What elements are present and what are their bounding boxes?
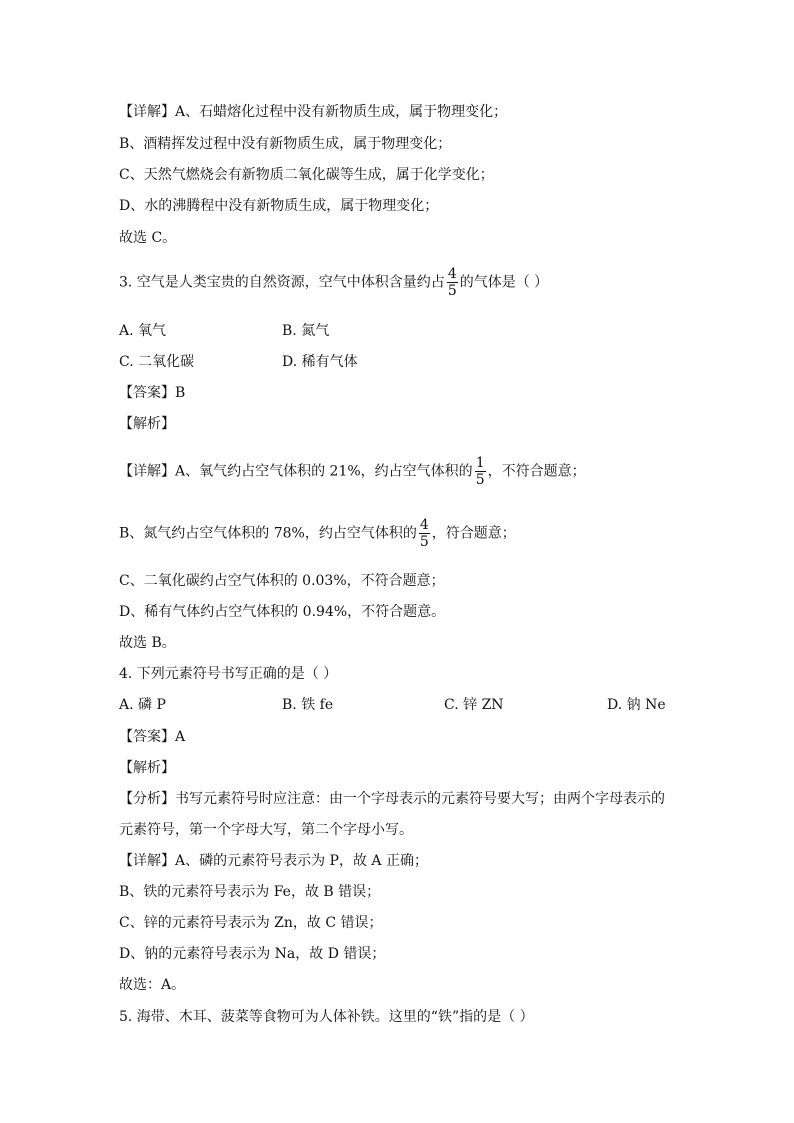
q4-option-c: C. 锌 ZN (444, 697, 504, 713)
q3-option-c: C. 二氧化碳 (119, 354, 195, 370)
q4-option-a: A. 磷 P (119, 697, 166, 713)
q3-stem-fraction (447, 266, 458, 299)
fraction-numerator: 4 (447, 266, 457, 282)
q4-stem: 4. 下列元素符号书写正确的是（ ） (119, 666, 338, 682)
q2-explain-d: D、水的沸腾程中没有新物质生成，属于物理变化； (119, 198, 439, 214)
q2-explain-c: C、天然气燃烧会有新物质二氧化碳等生成，属于化学变化； (119, 167, 494, 183)
q3-option-b: B. 氮气 (282, 323, 330, 339)
fraction-denominator: 5 (419, 534, 429, 550)
q3-explain-a (119, 455, 586, 488)
q4-answer: 【答案】A (119, 729, 186, 745)
q4-explain-c: C、锌的元素符号表示为 Zn，故 C 错误； (119, 915, 383, 931)
q3-analysis-label: 【解析】 (119, 416, 175, 432)
q2-explain-b: B、酒精挥发过程中没有新物质生成，属于物理变化； (119, 136, 452, 152)
fraction-numerator: 1 (475, 455, 485, 471)
q4-option-b: B. 铁 fe (282, 697, 334, 713)
q3-explain-c: C、二氧化碳约占空气体积的 0.03%，不符合题意； (119, 573, 445, 589)
q3-explain-a-before: 【详解】A、氧气约占空气体积的 21%，约占空气体积的 (119, 463, 473, 480)
q4-explain-b: B、铁的元素符号表示为 Fe，故 B 错误； (119, 884, 381, 900)
q4-explain-d: D、钠的元素符号表示为 Na，故 D 错误； (119, 946, 386, 962)
q4-option-d: D. 钠 Ne (607, 697, 666, 713)
q3-explain-b-after: ，符合题意； (431, 525, 516, 542)
fraction-denominator: 5 (475, 472, 485, 488)
q3-explain-b-before: B、氮气约占空气体积的 78%，约占空气体积的 (119, 525, 417, 542)
fraction-denominator: 5 (447, 283, 457, 299)
q4-analysis-2: 元素符号，第一个字母大写，第二个字母小写。 (119, 822, 413, 838)
q3-conclusion: 故选 B。 (119, 635, 176, 651)
q3-stem (119, 266, 548, 299)
q4-analysis-label: 【解析】 (119, 760, 175, 776)
q2-conclusion: 故选 C。 (119, 230, 177, 246)
q3-stem-after: 的气体是（ ） (459, 274, 549, 291)
q3-explain-a-after: ，不符合题意； (487, 463, 586, 480)
q5-stem: 5. 海带、木耳、菠菜等食物可为人体补铁。这里的“铁”指的是（ ） (119, 1009, 534, 1025)
q4-conclusion: 故选：A。 (119, 977, 186, 993)
q3-explain-a-fraction (475, 455, 486, 488)
q2-explain-a: 【详解】A、石蜡熔化过程中没有新物质生成，属于物理变化； (119, 104, 508, 120)
q3-stem-before: 3. 空气是人类宝贵的自然资源，空气中体积含量约占 (119, 274, 445, 291)
q4-analysis-1: 【分析】书写元素符号时应注意：由一个字母表示的元素符号要大写；由两个字母表示的 (119, 791, 665, 807)
q3-option-d: D. 稀有气体 (282, 354, 358, 370)
q3-explain-d: D、稀有气体约占空气体积的 0.94%，不符合题意。 (119, 604, 446, 620)
fraction-numerator: 4 (419, 517, 429, 533)
q4-explain-a: 【详解】A、磷的元素符号表示为 P，故 A 正确； (119, 853, 428, 869)
q3-answer: 【答案】B (119, 385, 186, 401)
q3-explain-b-fraction (419, 517, 430, 550)
q3-explain-b (119, 517, 516, 550)
q3-option-a: A. 氧气 (119, 323, 167, 339)
